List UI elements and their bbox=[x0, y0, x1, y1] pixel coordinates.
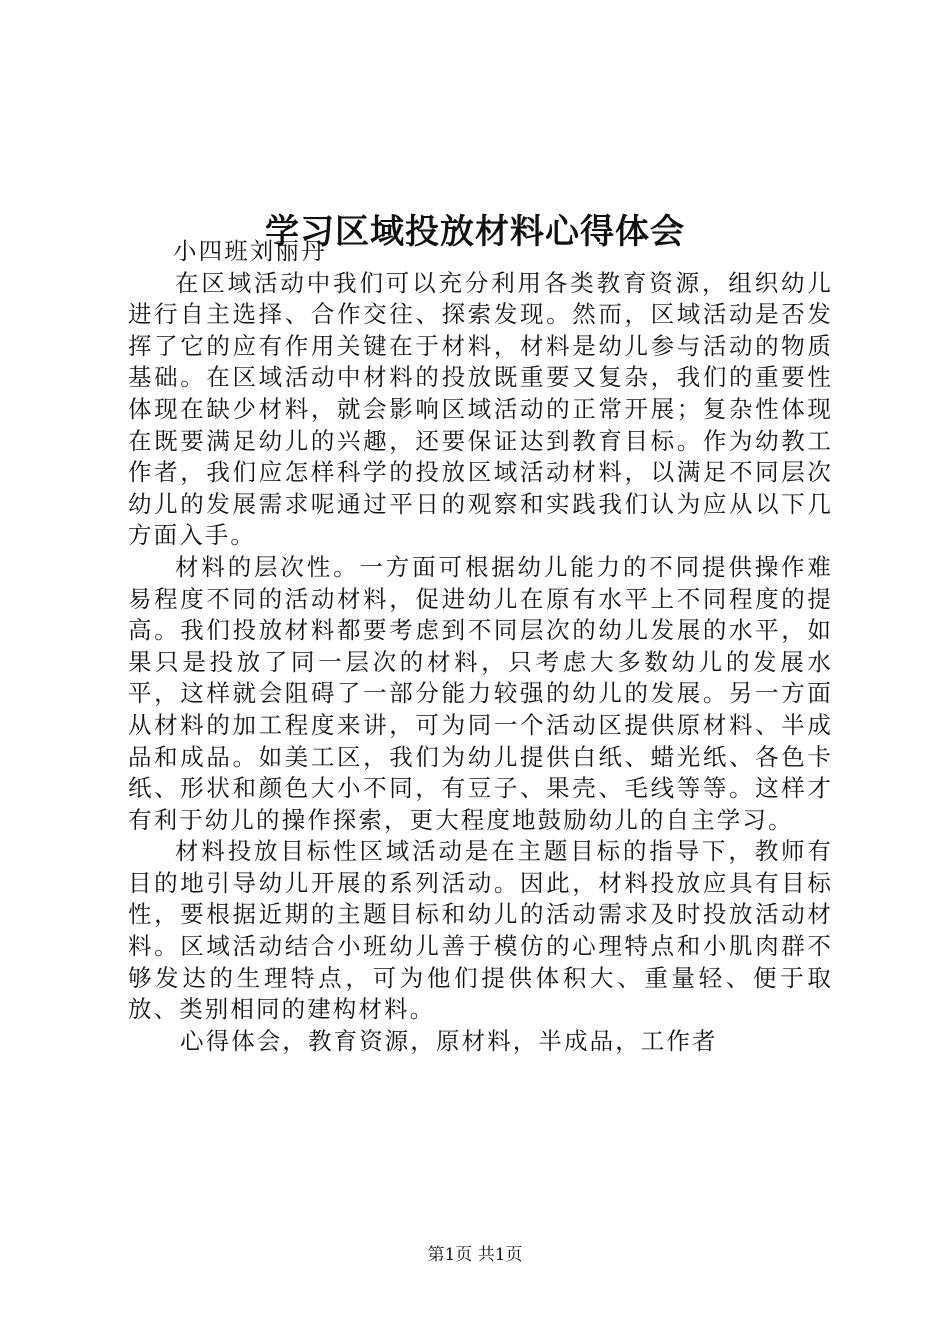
paragraph-material-goals: 材料投放目标性区域活动是在主题目标的指导下，教师有目的地引导幼儿开展的系列活动。因此，材料投放应具有目标性，要根据近期的主题目标和幼儿的活动需求及时投放活动材料。区域活动结合小班幼儿善于模仿的心理特点和小肌肉群不够发达的生理特点，可为他们提供体积大、重量轻、便于取放、类别相同的建构材料。 bbox=[128, 837, 833, 1024]
document-body bbox=[128, 236, 833, 1057]
document-title: 学习区域投放材料心得体会 bbox=[265, 211, 685, 252]
page-footer: 第1页 共1页 bbox=[427, 1245, 523, 1265]
keywords-line: 心得体会，教育资源，原材料，半成品，工作者 bbox=[180, 1026, 718, 1055]
author-line: 小四班刘丽丹 bbox=[173, 237, 327, 265]
paragraph-material-levels: 材料的层次性。一方面可根据幼儿能力的不同提供操作难易程度不同的活动材料，促进幼儿在原有水平上不同程度的提高。我们投放材料都要考虑到不同层次的幼儿发展的水平，如果只是投放了同一层次的材料，只考虑大多数幼儿的发展水平，这样就会阻碍了一部分能力较强的幼儿的发展。另一方面从材料的加工程度来讲，可为同一个活动区提供原材料、半成品和成品。如美工区，我们为幼儿提供白纸、蜡光纸、各色卡纸、形状和颜色大小不同，有豆子、果壳、毛线等等。这样才有利于幼儿的操作探索，更大程度地鼓励幼儿的自主学习。 bbox=[128, 552, 833, 834]
paragraph-intro: 在区域活动中我们可以充分利用各类教育资源，组织幼儿进行自主选择、合作交往、探索发现。然而，区域活动是否发挥了它的应有作用关键在于材料，材料是幼儿参与活动的物质基础。在区域活动中材料的投放既重要又复杂，我们的重要性体现在缺少材料，就会影响区域活动的正常开展；复杂性体现在既要满足幼儿的兴趣，还要保证达到教育目标。作为幼教工作者，我们应怎样科学的投放区域活动材料，以满足不同层次幼儿的发展需求呢通过平日的观察和实践我们认为应从以下几方面入手。 bbox=[128, 268, 833, 550]
